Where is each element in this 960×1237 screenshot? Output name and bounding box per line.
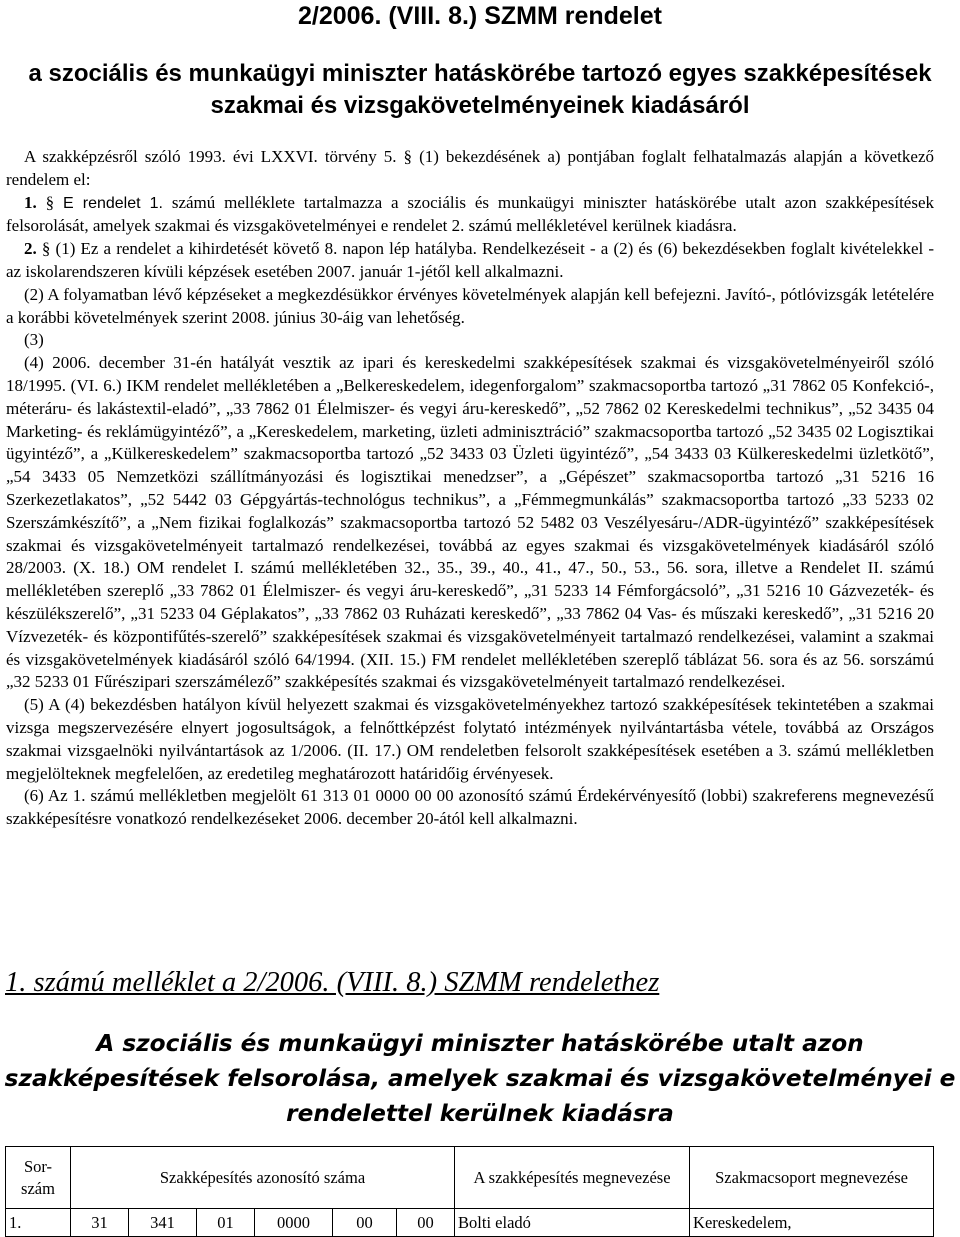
- cell-code-part: 31: [71, 1209, 129, 1237]
- table-row: [6, 1209, 934, 1237]
- section-2-p6: (6) Az 1. számú mellékletben megjelölt 61 313 01 0000 00 00 azonosító számú Érdekérvényesítő (lobbi) szakreferens megnevezésű szakképesítésre vonatkozó rendelkezéseket 2006. december 20-ától kell alkalmazni.: [6, 786, 934, 829]
- cell-code-part: 00: [397, 1209, 455, 1237]
- section-sign: §: [41, 239, 51, 259]
- cell-group: Kereskedelem,: [690, 1209, 934, 1237]
- header-group: Szakmacsoport megnevezése: [690, 1147, 934, 1209]
- decree-title: 2/2006. (VIII. 8.) SZMM rendelet: [297, 2, 662, 30]
- header-name: A szakképesítés megnevezése: [455, 1147, 690, 1209]
- header-serial: Sor-szám: [6, 1147, 71, 1209]
- section-sign: §: [45, 192, 55, 212]
- annex-title: 1. számú melléklet a 2/2006. (VIII. 8.) SZMM rendelethez: [5, 967, 660, 998]
- header-code: Szakképesítés azonosító száma: [71, 1147, 455, 1209]
- cell-name: Bolti eladó: [455, 1209, 690, 1237]
- section-2-number: 2.: [24, 239, 37, 259]
- section-2-p1-text: (1) Ez a rendelet a kihirdetését követő 8. napon lép hatályba. Rendelkezéseit - a (2) és (6) bekezdésekben foglalt kivételekkel - az iskolarendszeren kívüli képzések esetében 2007. január 1-jétől kell alkalmazni.: [6, 239, 935, 281]
- qualification-table: [5, 1146, 934, 1237]
- section-2-p1: [6, 238, 934, 284]
- cell-code-part: 00: [333, 1209, 397, 1237]
- section-2-p2: (2) A folyamatban lévő képzéseket a megkezdésükkor érvényes követelmények alapján kell befejezni. Javító-, pótlóvizsgák letételére a korábbi követelmények szerint 2008. június 30-áig van lehetőség.: [6, 284, 934, 327]
- annex-heading: A szociális és munkaügyi miniszter hatáskörébe utalt azon szakképesítések felsorolása, amelyek szakmai és vizsgakövetelményei e rendelettel kerülnek kiadásra: [4, 1030, 956, 1127]
- cell-code-part: 01: [197, 1209, 255, 1237]
- decree-subtitle-line1: a szociális és munkaügyi miniszter hatáskörébe tartozó egyes szakképesítések: [28, 60, 932, 87]
- section-2-p5: (5) A (4) bekezdésben hatályon kívül helyezett szakmai és vizsgakövetelményekhez tartozó szakképesítések tekintetében a szakmai vizsga megszervezésére elnyert jogosultságok, a felnőttképzést folytató intézmények nyilvántartásba vétele, továbbá az Országos szakmai vizsgaelnöki nyilvántartások az 1/2006. (II. 17.) OM rendeletben felsorolt szakképesítések esetében a 3. számú mellékletben megjelölteknek megfelelően, az eredetileg meghatározott határidőig érvényesek.: [6, 695, 934, 783]
- decree-body: [6, 146, 934, 831]
- cell-serial: 1.: [6, 1209, 71, 1237]
- cell-code-part: 0000: [255, 1209, 333, 1237]
- section-1: [6, 192, 934, 239]
- cell-code-part: 341: [129, 1209, 197, 1237]
- section-2-p3: (3): [24, 330, 44, 350]
- decree-subtitle-line2: szakmai és vizsgakövetelményeinek kiadásáról: [210, 92, 750, 119]
- section-2-p4: (4) 2006. december 31-én hatályát vesztik az ipari és kereskedelmi szakképesítések szakmai és vizsgakövetelményeiről szóló 18/1995. (VI. 6.) IKM rendelet mellékletében a „Belkereskedelem, idegenforgalom” szakmacsoportba tartozó „31 7862 05 Konfekció-, méteráru- és lakástextil-eladó”, „33 7862 01 Élelmiszer- és vegyi áru-kereskedő”, „52 7862 02 Kereskedelmi technikus”, „52 3435 04 Marketing- és reklámügyintéző”, a „Kereskedelem, marketing, üzleti adminisztráció” szakmacsoportba tartozó „52 3435 02 Logisztikai ügyintéző”, a „Külkereskedelem” szakmacsoportba tartozó „52 3433 03 Üzleti ügyintéző”, „54 3433 03 Külkereskedelmi üzletkötő”, „54 3433 05 Nemzetközi szállítmányozási és logisztikai menedzser”, a „Gépészet” szakmacsoportba tartozó „31 5216 16 Szerkezetlakatos”, „52 5442 03 Gépgyártás-technológus technikus”, a „Fémmegmunkálás” szakmacsoportba tartozó „33 5233 02 Szerszámkészítő”, a „Nem fizikai foglalkozás” szakmacsoportba tartozó 52 5482 03 Veszélyesáru-/ADR-ügyintéző” szakképesítések szakmai és vizsgakövetelményeit tartalmazó rendelkezései, továbbá az egyes szakmai és vizsgakövetelmények kiadásáról szóló 28/2003. (X. 18.) OM rendelet I. számú mellékletében 32., 35., 39., 40., 41., 47., 50., 53., 56. sora, illetve a Rendelet II. számú mellékletében szereplő „33 7862 01 Élelmiszer- és vegyi áru-kereskedő”, „31 5233 14 Fémforgácsoló”, „31 5216 10 Gázvezeték- és készülékszerelő”, „31 5233 04 Géplakatos”, „33 7862 03 Ruházati kereskedő”, „33 7862 04 Vas- és műszaki kereskedő”, „31 5216 20 Vízvezeték- és központifűtés-szerelő” szakképesítések szakmai és vizsgakövetelményeit tartalmazó rendelkezései, valamint a szakmai és vizsgakövetelmények kiadásáról szóló 64/1994. (XII. 15.) FM rendelet mellékletében szereplő táblázat 56. sora és az 56. sorszámú „32 5233 01 Fűrészipari szerszámélező” szakképesítés szakmai és vizsgakövetelményeit tartalmazó rendelkezései.: [6, 353, 934, 692]
- section-1-number: 1.: [24, 192, 37, 212]
- section-1-text: számú melléklete tartalmazza a szociális és munkaügyi miniszter hatáskörébe utalt azon szakképesítések felsorolását, amelyek szakmai és vizsgakövetelményei e rendelet 2. számú mellékletével kerülnek kiadásra.: [6, 192, 935, 236]
- table-header-row: [6, 1147, 934, 1209]
- section-1-label: E rendelet 1.: [63, 194, 163, 212]
- preamble: A szakképzésről szóló 1993. évi LXXVI. törvény 5. § (1) bekezdésének a) pontjában foglalt felhatalmazás alapján a következő rendelem el:: [6, 147, 934, 189]
